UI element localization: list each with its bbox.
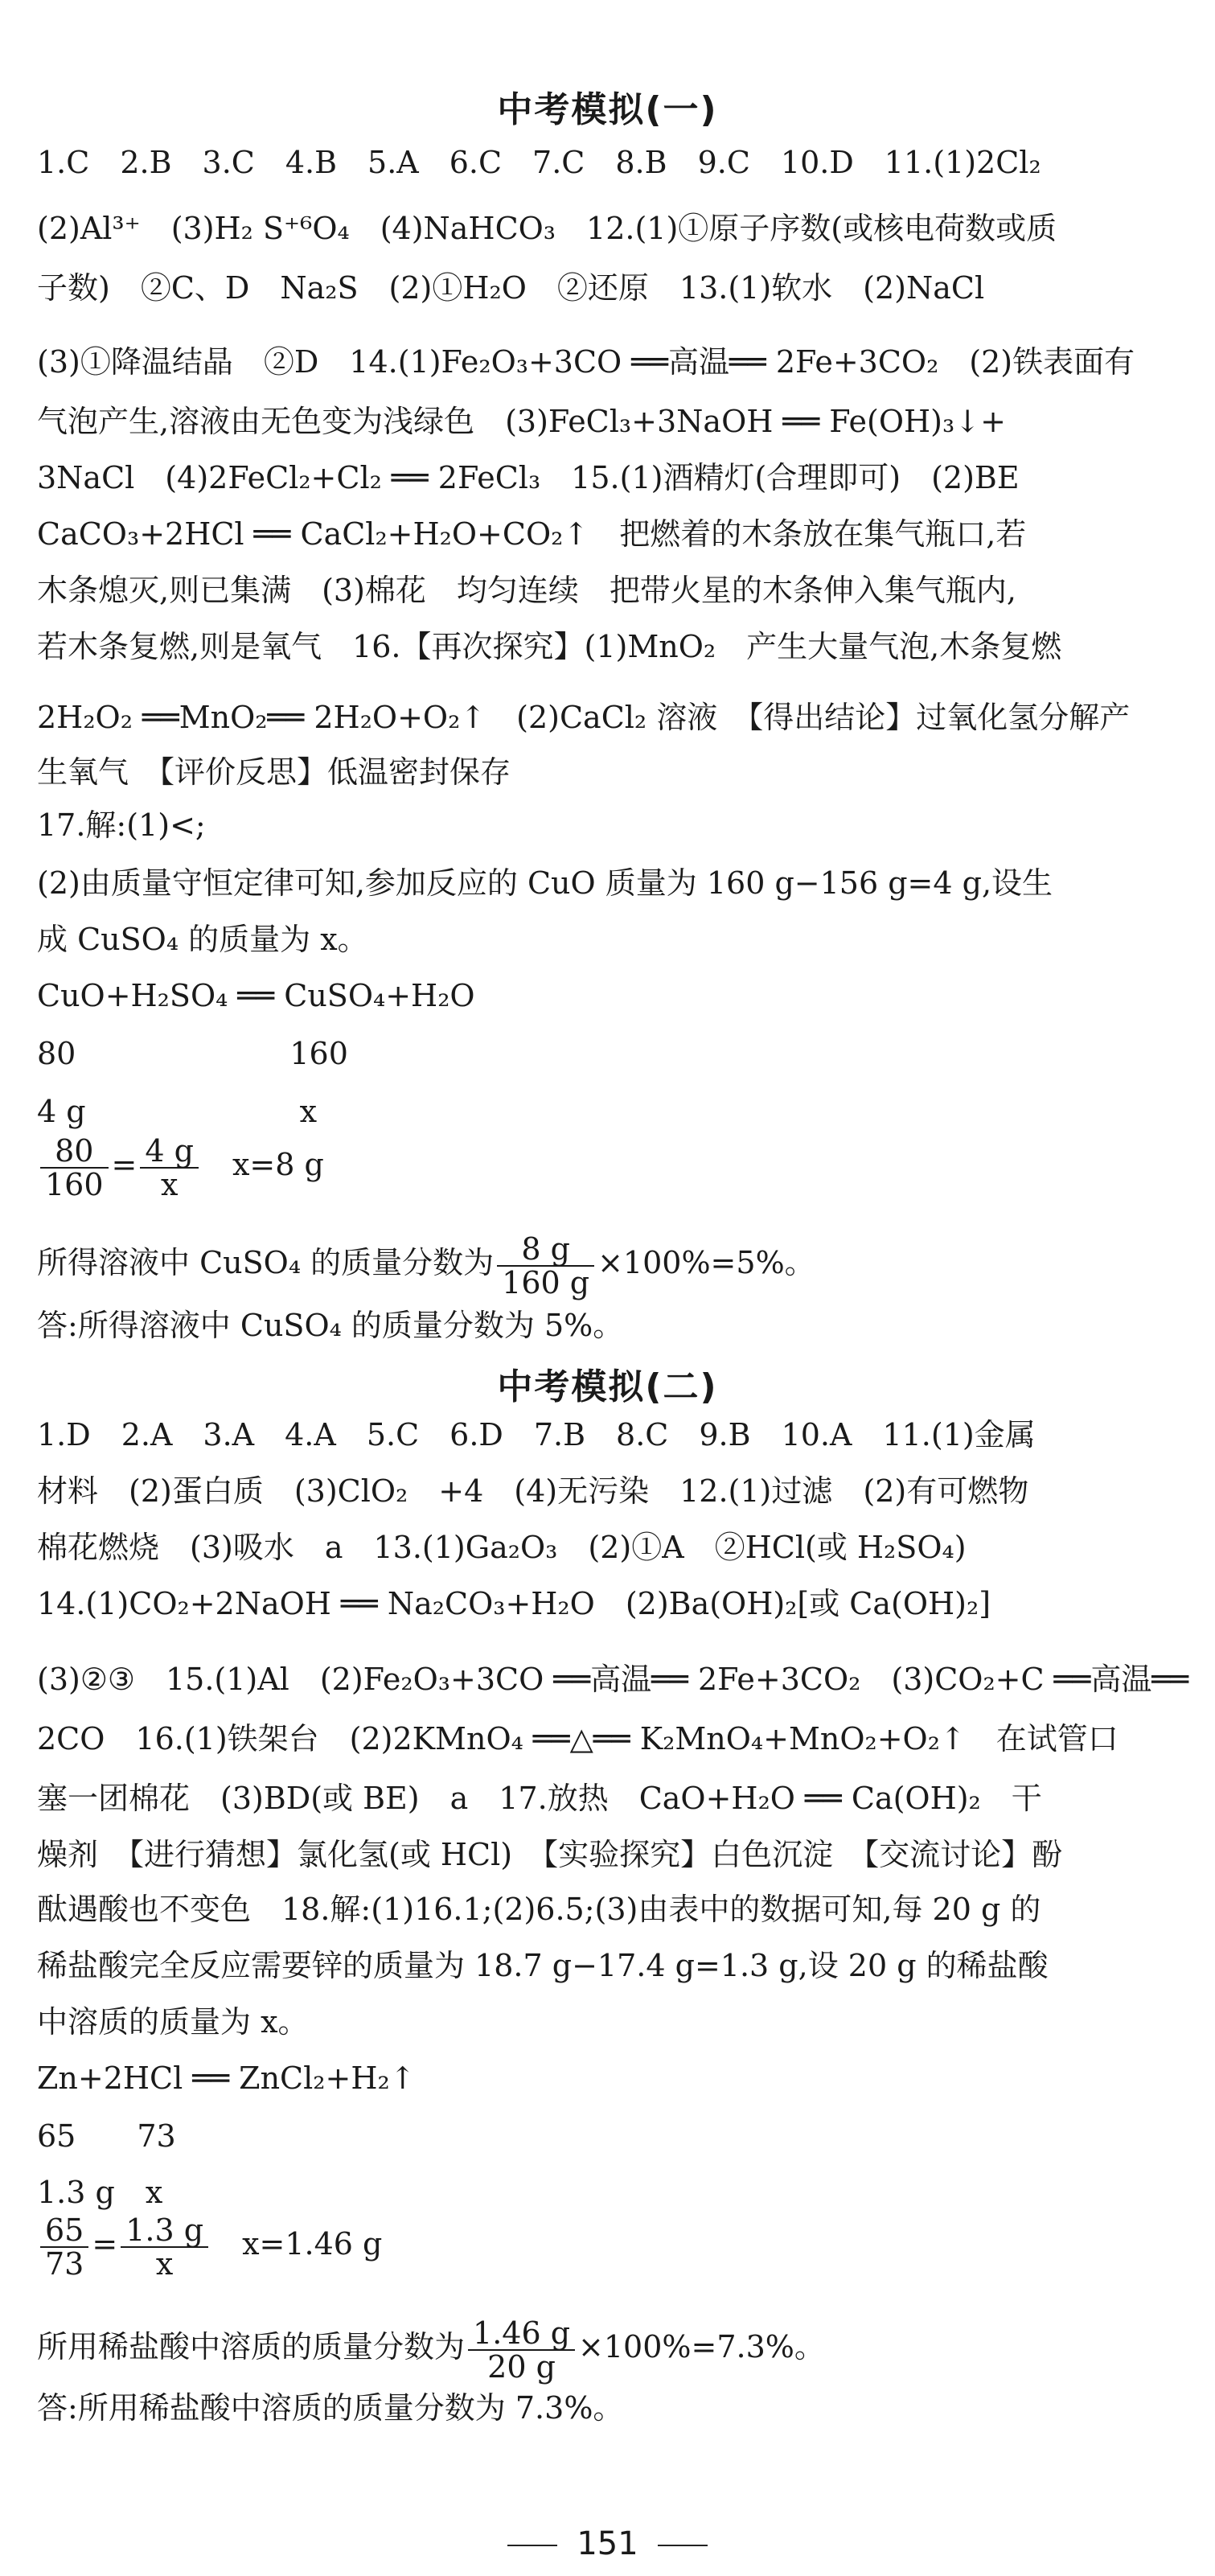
result-text: ×100%=7.3%。 (578, 2329, 825, 2364)
s1-line: CaCO₃+2HCl ══ CaCl₂+H₂O+CO₂↑ 把燃着的木条放在集气瓶口,若 (37, 516, 1027, 552)
denominator: 20 g (487, 2348, 556, 2385)
s2-ratio-equation: $\frac{65}{73}$ = $\frac{1.3 g}{x}$ x=1.46 g (37, 2212, 1179, 2280)
s2-line: 14.(1)CO₂+2NaOH ══ Na₂CO₃+H₂O (2)Ba(OH)₂[或 Ca(OH)₂] (37, 1586, 991, 1621)
numerator: 65 (40, 2214, 88, 2248)
s1-line: 1.C 2.B 3.C 4.B 5.A 6.C 7.C 8.B 9.C 10.D 11.(1)2Cl₂ (37, 145, 1041, 180)
s1-answer: 答:所得溶液中 CuSO₄ 的质量分数为 5%。 (37, 1308, 624, 1343)
result-text: ×100%=5%。 (597, 1245, 815, 1280)
s1-line: 80 160 (37, 1036, 348, 1071)
s1-line: 成 CuSO₄ 的质量为 x。 (37, 922, 368, 957)
s1-line: 气泡产生,溶液由无色变为浅绿色 (3)FeCl₃+3NaOH ══ Fe(OH)₃↓+ (37, 404, 1006, 439)
s1-line: 17.解:(1)<; (37, 807, 206, 843)
s2-line: 稀盐酸完全反应需要锌的质量为 18.7 g−17.4 g=1.3 g,设 20 g 的稀盐酸 (37, 1948, 1049, 1983)
fraction (121, 2214, 208, 2280)
section2-title: 中考模拟(二) (497, 1366, 718, 1407)
s1-line: 3NaCl (4)2FeCl₂+Cl₂ ══ 2FeCl₃ 15.(1)酒精灯(合理即可) (2)BE (37, 460, 1020, 495)
s2-line: 棉花燃烧 (3)吸水 a 13.(1)Ga₂O₃ (2)①A ②HCl(或 H₂SO₄) (37, 1530, 967, 1565)
s1-ratio-equation: $\frac{80}{160}$ = $\frac{4 g}{x}$ x=8 g (37, 1132, 1179, 1201)
denominator: 160 (45, 1166, 104, 1202)
s1-line: 2H₂O₂ ══MnO₂══ 2H₂O+O₂↑ (2)CaCl₂ 溶液 【得出结论】过氧化氢分解产 (37, 700, 1131, 735)
fraction (40, 1132, 109, 1202)
fraction (140, 1132, 199, 1202)
s2-line: (3)②③ 15.(1)Al (2)Fe₂O₃+3CO ══高温══ 2Fe+3CO₂ (3)CO₂+C ══高温══ (37, 1662, 1189, 1697)
s2-line: 1.3 g x (37, 2175, 163, 2210)
section1-title: 中考模拟(一) (497, 89, 718, 130)
s1-line: 若木条复燃,则是氧气 16.【再次探究】(1)MnO₂ 产生大量气泡,木条复燃 (37, 629, 1062, 664)
s2-answer: 答:所用稀盐酸中溶质的质量分数为 7.3%。 (37, 2390, 624, 2426)
denominator: x (160, 1166, 179, 1202)
s1-line: (2)由质量守恒定律可知,参加反应的 CuO 质量为 160 g−156 g=4 g,设生 (37, 865, 1053, 901)
numerator: 1.3 g (121, 2214, 208, 2248)
s2-line: 燥剂 【进行猜想】氯化氢(或 HCl) 【实验探究】白色沉淀 【交流讨论】酚 (37, 1837, 1063, 1872)
fraction (40, 2214, 88, 2280)
s2-line: 65 73 (37, 2118, 176, 2154)
s2-line: 塞一团棉花 (3)BD(或 BE) a 17.放热 CaO+H₂O ══ Ca(OH)₂ 干 (37, 1781, 1042, 1816)
fraction (468, 2317, 575, 2383)
s2-line: Zn+2HCl ══ ZnCl₂+H₂↑ (37, 2060, 416, 2096)
page-number: 151 (577, 2525, 638, 2562)
numerator: 80 (40, 1135, 109, 1169)
s1-line: (2)Al³⁺ (3)H₂ S⁺⁶O₄ (4)NaHCO₃ 12.(1)①原子序数(或核电荷数或质 (37, 211, 1057, 246)
footer-dash-right (658, 2545, 708, 2546)
s1-line: (3)①降温结晶 ②D 14.(1)Fe₂O₃+3CO ══高温══ 2Fe+3CO₂ (2)铁表面有 (37, 344, 1135, 380)
s1-fraction-result (37, 1230, 1179, 1299)
s2-line: 2CO 16.(1)铁架台 (2)2KMnO₄ ══△══ K₂MnO₄+MnO₂+O₂↑ 在试管口 (37, 1721, 1119, 1756)
s2-line: 中溶质的质量为 x。 (37, 2004, 309, 2040)
s1-line: 木条熄灭,则已集满 (3)棉花 均匀连续 把带火星的木条伸入集气瓶内, (37, 573, 1016, 608)
numerator: 1.46 g (468, 2317, 575, 2351)
solution-value: x=8 g (232, 1147, 324, 1182)
denominator: x (155, 2245, 174, 2282)
numerator: 4 g (140, 1135, 199, 1169)
numerator: 8 g (497, 1233, 594, 1267)
solution-value: x=1.46 g (242, 2226, 383, 2262)
result-text: 所得溶液中 CuSO₄ 的质量分数为 (37, 1245, 495, 1280)
page-footer (0, 2525, 1215, 2562)
footer-dash-left (507, 2545, 557, 2546)
s2-line: 1.D 2.A 3.A 4.A 5.C 6.D 7.B 8.C 9.B 10.A 11.(1)金属 (37, 1417, 1036, 1452)
s1-line: 4 g x (37, 1094, 318, 1129)
s2-fraction-result (37, 2315, 1179, 2383)
s1-line: CuO+H₂SO₄ ══ CuSO₄+H₂O (37, 978, 475, 1013)
s1-line: 生氧气 【评价反思】低温密封保存 (37, 754, 511, 790)
denominator: 73 (45, 2245, 84, 2282)
s2-line: 材料 (2)蛋白质 (3)ClO₂ +4 (4)无污染 12.(1)过滤 (2)有可燃物 (37, 1473, 1029, 1509)
denominator: 160 g (502, 1264, 590, 1300)
s2-line: 酞遇酸也不变色 18.解:(1)16.1;(2)6.5;(3)由表中的数据可知,每 20 g 的 (37, 1892, 1041, 1927)
s1-line: 子数) ②C、D Na₂S (2)①H₂O ②还原 13.(1)软水 (2)NaCl (37, 270, 985, 306)
result-text: 所用稀盐酸中溶质的质量分数为 (37, 2329, 466, 2364)
fraction (497, 1230, 594, 1300)
